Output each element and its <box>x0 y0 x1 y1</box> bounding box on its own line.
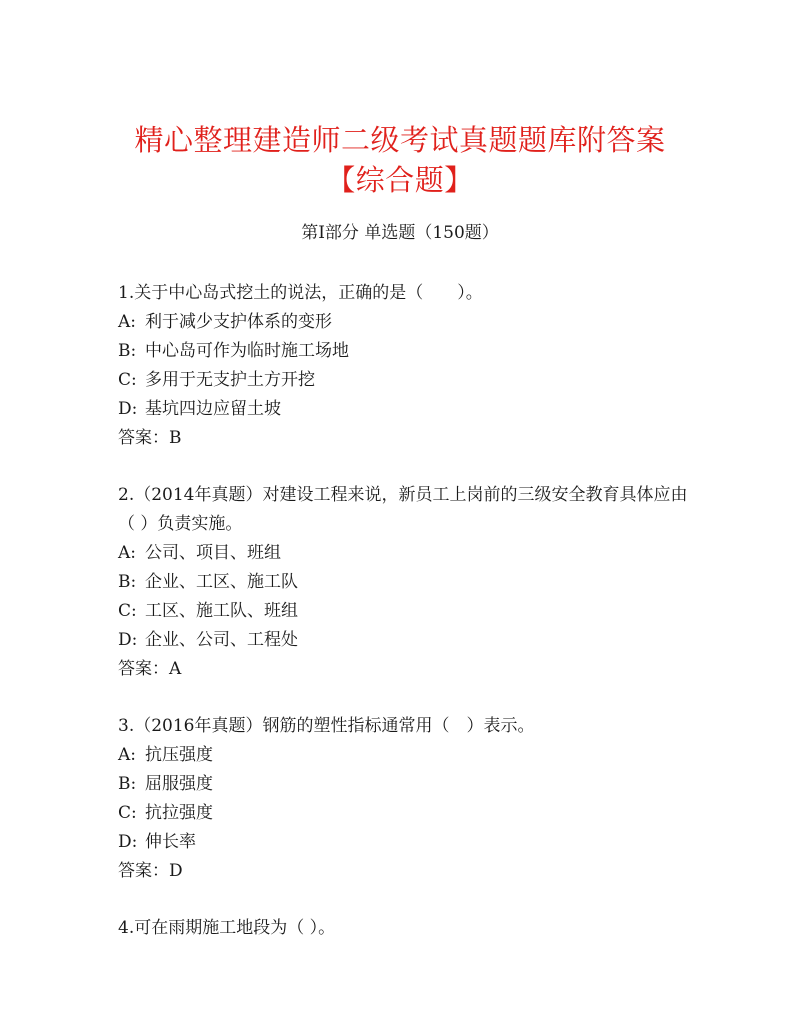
question-2 <box>118 481 688 684</box>
section-heading: 第Ⅰ部分 单选题（150题） <box>301 223 499 243</box>
option-letter: B: <box>118 774 137 794</box>
option-text: 公司、项目、班组 <box>145 543 281 563</box>
option-c <box>118 366 688 395</box>
option-text: 基坑四边应留土坡 <box>145 399 281 419</box>
option-text: 工区、施工队、班组 <box>145 601 298 621</box>
question-1 <box>118 279 688 453</box>
option-text: 企业、公司、工程处 <box>145 630 298 650</box>
option-text: 屈服强度 <box>145 774 213 794</box>
option-text: 中心岛可作为临时施工场地 <box>145 341 349 361</box>
option-letter: B: <box>118 341 137 361</box>
option-letter: C: <box>118 803 137 823</box>
option-a <box>118 741 688 770</box>
option-d <box>118 828 688 857</box>
option-letter: D: <box>118 399 138 419</box>
option-text: 伸长率 <box>145 832 196 852</box>
option-letter: C: <box>118 370 137 390</box>
document-title: 精心整理建造师二级考试真题题库附答案【综合题】 <box>134 123 666 197</box>
question-3 <box>118 712 688 886</box>
option-letter: A: <box>118 745 137 765</box>
question-4 <box>118 914 688 943</box>
option-a <box>118 539 688 568</box>
answer: 答案：A <box>118 659 182 679</box>
question-stem: 3.（2016年真题）钢筋的塑性指标通常用（ ）表示。 <box>118 716 535 736</box>
option-a <box>118 308 688 337</box>
option-letter: A: <box>118 543 137 563</box>
question-stem: 4.可在雨期施工地段为（ ）。 <box>118 918 336 938</box>
option-c <box>118 799 688 828</box>
option-letter: D: <box>118 630 138 650</box>
answer: 答案：D <box>118 861 183 881</box>
question-stem: 1.关于中心岛式挖土的说法，正确的是（ ）。 <box>118 283 483 303</box>
option-letter: D: <box>118 832 138 852</box>
option-text: 抗压强度 <box>145 745 213 765</box>
option-text: 抗拉强度 <box>145 803 213 823</box>
question-stem: 2.（2014年真题）对建设工程来说，新员工上岗前的三级安全教育具体应由（ ）负责实施。 <box>118 485 688 534</box>
option-b <box>118 337 688 366</box>
option-d <box>118 395 688 424</box>
option-d <box>118 626 688 655</box>
option-letter: C: <box>118 601 137 621</box>
option-c <box>118 597 688 626</box>
option-letter: A: <box>118 312 137 332</box>
option-b <box>118 770 688 799</box>
option-letter: B: <box>118 572 137 592</box>
option-b <box>118 568 688 597</box>
question-list <box>118 279 688 971</box>
option-text: 企业、工区、施工队 <box>145 572 298 592</box>
option-text: 多用于无支护土方开挖 <box>145 370 315 390</box>
option-text: 利于减少支护体系的变形 <box>145 312 332 332</box>
answer: 答案：B <box>118 428 182 448</box>
